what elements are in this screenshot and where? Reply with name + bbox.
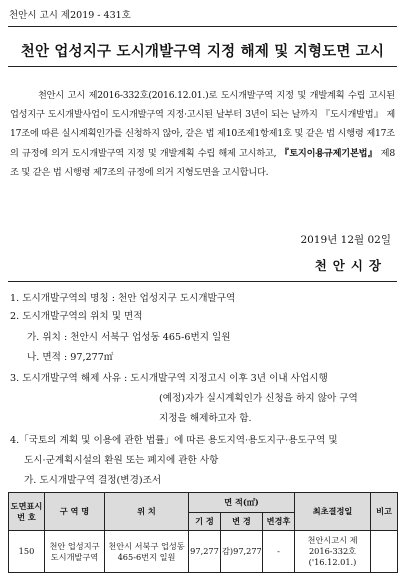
item-land-use: 4.「국토의 계획 및 이용에 관한 법률」에 따른 용도지역·용도지구·용도구역 및 — [10, 435, 338, 446]
item-release-reason: 3. 도시개발구역 해제 사유 : 도시개발구역 지정고시 이후 3년 이내 사업시행 — [10, 373, 328, 384]
header-district-no: 도면표시 번 호 — [9, 493, 45, 531]
body-text-1: 천안시 고시 제2016-332호(2016.12.01.)로 도시개발구역 지정 및 개발계획 수립 고시된 업성지구 도시개발사업이 도시개발구역 지정·고시된 날부터 3년이 되는 날까지 — [10, 90, 395, 121]
item-area: 나. 면적 : 97,277㎡ — [27, 352, 114, 363]
header-area-change: 변 경 — [221, 513, 263, 531]
notice-number: 천안시 고시 제2019 - 431호 — [9, 10, 131, 21]
body-text-2: 제17조에 따른 실시계획인가를 신청하지 않아, 같은 법 제10조제1항제1호 및 같은 법 시행령 제17조의 규정에 의거 도시개발구역 지정 및 개발계획 수립 해제 고시하고, — [10, 109, 395, 159]
header-district-name: 구 역 명 — [45, 493, 105, 531]
header-area-existing: 기 정 — [189, 513, 221, 531]
cell-no: 150 — [9, 531, 45, 573]
header-area: 면 적(㎡) — [189, 493, 295, 513]
body-law-2: 『토지이용규제기본법』 — [279, 147, 378, 159]
header-area-after: 변경후 — [263, 513, 295, 531]
item-decision-record: 가. 도시개발구역 결정(변경)조서 — [24, 475, 162, 486]
title-divider — [8, 66, 397, 67]
header-first-decision: 최초결정일 — [295, 493, 371, 531]
item-land-use-cont: 도시·군계획시설의 환원 또는 폐지에 관한 사항 — [24, 455, 219, 466]
header-location: 위 치 — [105, 493, 189, 531]
item-release-reason-cont-2: 지정을 해제하고자 함. — [159, 413, 252, 424]
top-divider — [8, 26, 397, 27]
cell-change: 감)97,277 — [221, 531, 263, 573]
body-text-3: 제8조 및 같은 법 시행령 제7조의 규정에 의거 지형도면을 고시합니다. — [10, 147, 395, 178]
item-district-name: 1. 도시개발구역의 명칭 : 천안 업성지구 도시개발구역 — [10, 293, 236, 304]
table-row — [9, 531, 398, 573]
body-law-1: 『도시개발법』 — [320, 109, 384, 121]
item-release-reason-cont-1: (예정)자가 실시계획인가 신청을 하지 않아 구역 — [159, 393, 358, 404]
cell-name: 천안 업성지구 도시개발구역 — [45, 531, 105, 573]
section-divider — [8, 281, 397, 282]
cell-after: - — [263, 531, 295, 573]
cell-location: 천안시 서북구 업성동 465-6번지 일원 — [105, 531, 189, 573]
page-title: 천안 업성지구 도시개발구역 지정 해제 및 지형도면 고시 — [20, 43, 385, 60]
cell-existing: 97,277 — [189, 531, 221, 573]
notice-date: 2019년 12월 02일 — [300, 234, 391, 246]
item-location: 가. 위치 : 천안시 서북구 업성동 465-6번지 일원 — [27, 332, 231, 343]
notice-body — [10, 86, 395, 182]
cell-first-decision: 천안시고시 제2016-332호 ('16.12.01.) — [295, 531, 371, 573]
issuer: 천안시장 — [314, 258, 387, 273]
decision-table — [8, 492, 398, 573]
header-remarks: 비고 — [371, 493, 398, 531]
cell-remarks — [371, 531, 398, 573]
item-location-area: 2. 도시개발구역의 위치 및 면적 — [10, 311, 143, 322]
